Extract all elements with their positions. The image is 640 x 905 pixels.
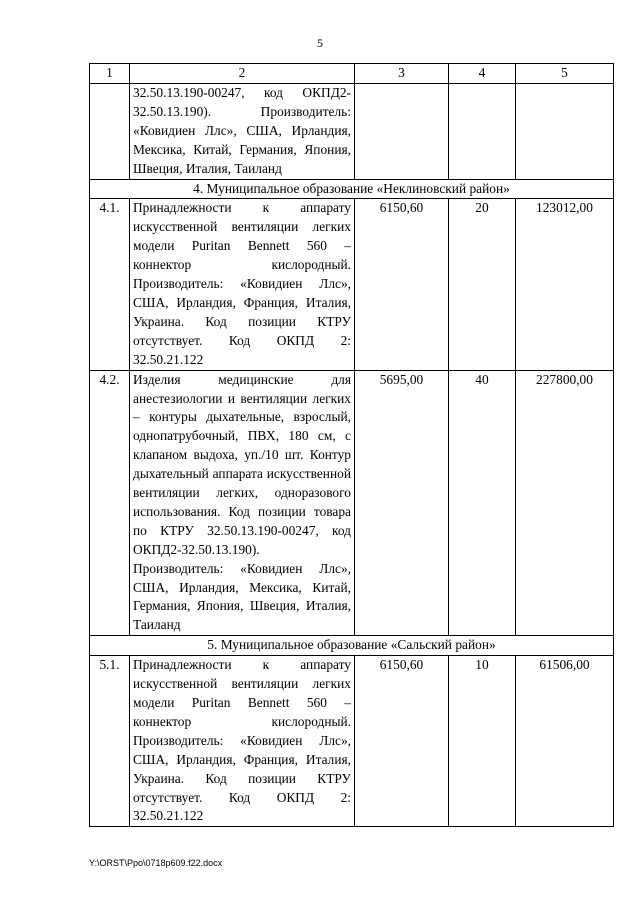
row-price (355, 84, 449, 180)
table-row (90, 84, 614, 180)
page-number: 5 (317, 36, 323, 50)
row-description: 32.50.13.190-00247, код ОКПД2-32.50.13.190). Производитель: «Ковидиен Ллс», США, Ирландия, Мексика, Китай, Германия, Япония, Швеция, Италия, Таиланд (130, 84, 355, 180)
footer-file-path: Y:\ORST\Ppo\0718p609.f22.docx (89, 858, 223, 868)
row-quantity: 40 (449, 370, 516, 636)
header-cell: 1 (90, 64, 130, 84)
section-row (90, 636, 614, 656)
row-description: Принадлежности к аппарату искусственной вентиляции легких модели Puritan Bennett 560 – коннектор кислородный. Производитель: «Ковидиен Ллс», США, Ирландия, Франция, Италия, Украина. Код позиции КТРУ отсутствует. Код ОКПД 2: 32.50.21.122 (130, 656, 355, 827)
row-sum: 227800,00 (516, 370, 614, 636)
section-title: 5. Муниципальное образование «Сальский район» (90, 636, 614, 656)
section-row (90, 179, 614, 199)
row-description: Изделия медицинские для анестезиологии и вентиляции легких – контуры дыхательные, взрослый, однопатрубочный, ПВХ, 180 см, с клапаном выдоха, уп./10 шт. Контур дыхательный аппарата искусственной вентиляции легких, одноразового использования. Код позиции товара по КТРУ 32.50.13.190-00247, код ОКПД2-32.50.13.190). Производитель: «Ковидиен Ллс», США, Ирландия, Мексика, Китай, Германия, Япония, Швеция, Италия, Таиланд (130, 370, 355, 636)
row-description: Принадлежности к аппарату искусственной вентиляции легких модели Puritan Bennett 560 – коннектор кислородный. Производитель: «Ковидиен Ллс», США, Ирландия, Франция, Италия, Украина. Код позиции КТРУ отсутствует. Код ОКПД 2: 32.50.21.122 (130, 199, 355, 370)
header-cell: 2 (130, 64, 355, 84)
row-price: 6150,60 (355, 199, 449, 370)
header-cell: 5 (516, 64, 614, 84)
row-quantity: 20 (449, 199, 516, 370)
row-price: 5695,00 (355, 370, 449, 636)
table-row (90, 370, 614, 636)
row-number: 5.1. (90, 656, 130, 827)
row-sum: 123012,00 (516, 199, 614, 370)
row-sum: 61506,00 (516, 656, 614, 827)
section-title: 4. Муниципальное образование «Неклиновский район» (90, 179, 614, 199)
row-number: 4.2. (90, 370, 130, 636)
row-quantity: 10 (449, 656, 516, 827)
header-cell: 3 (355, 64, 449, 84)
row-number (90, 84, 130, 180)
items-table (89, 63, 614, 827)
row-sum (516, 84, 614, 180)
row-number: 4.1. (90, 199, 130, 370)
header-cell: 4 (449, 64, 516, 84)
row-quantity (449, 84, 516, 180)
row-price: 6150,60 (355, 656, 449, 827)
table-row (90, 656, 614, 827)
table-header-row (90, 64, 614, 84)
table-row (90, 199, 614, 370)
